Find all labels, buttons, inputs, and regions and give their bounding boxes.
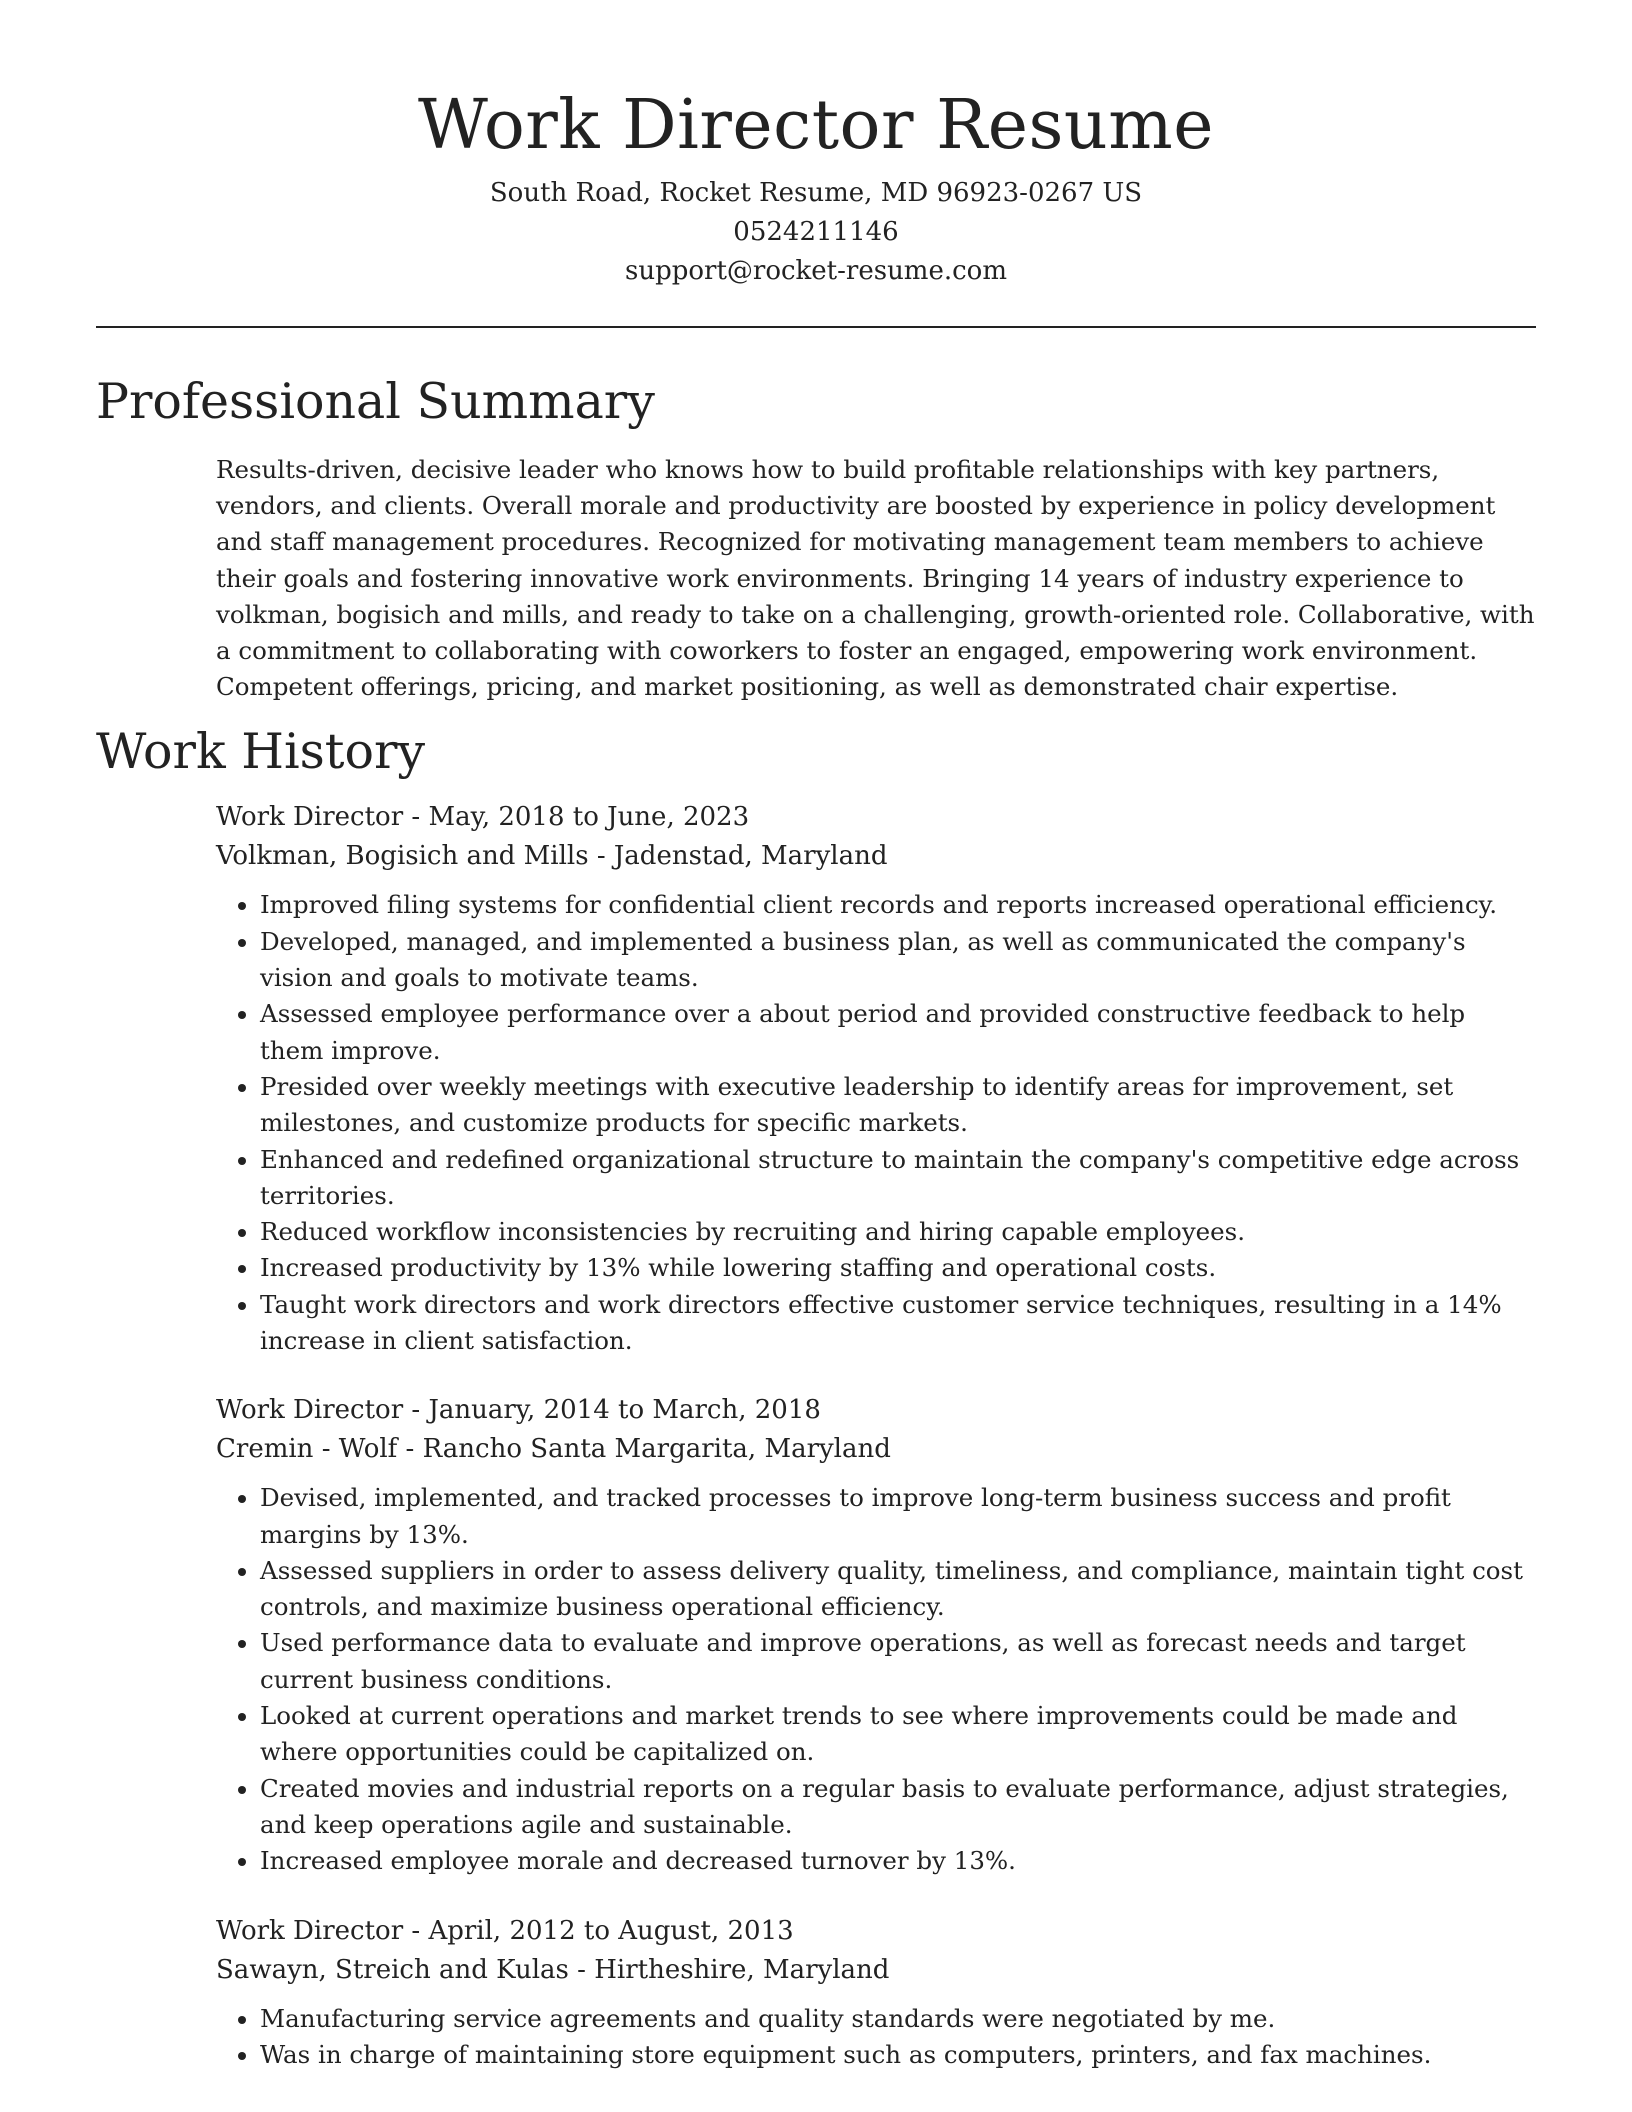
job-bullet: • Was in charge of maintaining store equipment such as computers, printers, and fax machines. — [260, 2037, 1536, 2073]
job-title-line — [216, 798, 1536, 837]
job-title-line — [216, 1912, 1536, 1951]
job-dates: - April, 2012 to August, 2013 — [403, 1915, 794, 1946]
job-bullet: • Manufacturing service agreements and quality standards were negotiated by me. — [260, 2001, 1536, 2037]
job-title: Work Director — [216, 1395, 404, 1426]
work-history-heading: Work History — [96, 723, 426, 781]
job-bullet: • Enhanced and redefined organizational structure to maintain the company's competitive edge across territories. — [260, 1142, 1536, 1215]
resume-page — [96, 0, 1536, 2073]
job-company-line — [216, 1951, 1536, 1990]
job-entry — [216, 1391, 1536, 1879]
resume-title: Work Director Resume — [418, 86, 1214, 165]
job-bullet: • Taught work directors and work directors effective customer service techniques, resulting in a 14% increase in client satisfaction. — [260, 1287, 1536, 1360]
contact-address: South Road, Rocket Resume, MD 96923-0267 US — [489, 178, 1143, 208]
job-bullet: • Reduced workflow inconsistencies by recruiting and hiring capable employees. — [260, 1214, 1536, 1250]
job-bullets — [216, 887, 1536, 1359]
job-company: Cremin - Wolf — [216, 1434, 398, 1465]
job-bullet: • Presided over weekly meetings with executive leadership to identify areas for improvement, set milestones, and customize products for specific markets. — [260, 1069, 1536, 1142]
job-bullet: • Increased employee morale and decreased turnover by 13%. — [260, 1843, 1536, 1879]
job-bullets — [216, 2001, 1536, 2074]
job-bullet: • Assessed suppliers in order to assess delivery quality, timeliness, and compliance, maintain tight cost controls, and maximize business operational efficiency. — [260, 1553, 1536, 1626]
job-company-line — [216, 1430, 1536, 1469]
job-company: Volkman, Bogisich and Mills — [216, 841, 589, 872]
job-bullet: • Assessed employee performance over a about period and provided constructive feedback to help them improve. — [260, 996, 1536, 1069]
job-bullet: • Used performance data to evaluate and improve operations, as well as forecast needs and target current business conditions. — [260, 1625, 1536, 1698]
job-bullet: • Looked at current operations and market trends to see where improvements could be made and where opportunities could be capitalized on. — [260, 1698, 1536, 1771]
job-location: - Jadenstad, Maryland — [588, 841, 888, 872]
job-title: Work Director — [216, 802, 404, 833]
job-bullet: • Developed, managed, and implemented a business plan, as well as communicated the company's vision and goals to motivate teams. — [260, 924, 1536, 997]
contact-phone: 0524211146 — [733, 217, 899, 247]
job-title: Work Director — [216, 1915, 404, 1946]
job-title-line — [216, 1391, 1536, 1430]
summary-heading: Professional Summary — [96, 373, 655, 430]
job-dates: - January, 2014 to March, 2018 — [403, 1395, 821, 1426]
job-bullet: • Improved filing systems for confidential client records and reports increased operational efficiency. — [260, 887, 1536, 923]
job-bullet: • Devised, implemented, and tracked processes to improve long-term business success and profit margins by 13%. — [260, 1480, 1536, 1553]
job-company: Sawayn, Streich and Kulas — [216, 1954, 569, 1985]
job-location: - Rancho Santa Margarita, Maryland — [397, 1434, 891, 1465]
contact-block — [96, 174, 1536, 291]
job-entry — [216, 1912, 1536, 2074]
job-company-line — [216, 837, 1536, 876]
contact-email: support@rocket-resume.com — [624, 256, 1007, 286]
job-bullet: • Increased productivity by 13% while lowering staffing and operational costs. — [260, 1250, 1536, 1286]
job-bullet: • Created movies and industrial reports on a regular basis to evaluate performance, adjust strategies, and keep operations agile and sustainable. — [260, 1771, 1536, 1844]
job-entry — [216, 798, 1536, 1359]
job-bullets — [216, 1480, 1536, 1879]
header-divider — [96, 326, 1536, 328]
job-location: - Hirtheshire, Maryland — [568, 1954, 890, 1985]
summary-text: Results-driven, decisive leader who knows how to build profitable relationships with key partners, vendors, and clients. Overall morale and productivity are boosted by experience in policy development and staff management procedures. Recognized for motivating management team members to achieve their goals and fostering innovative work environments. Bringing 14 years of industry experience to volkman, bogisich and mills, and ready to take on a challenging, growth-oriented role. Collaborative, with a commitment to collaborating with coworkers to foster an engaged, empowering work environment. Competent offerings, pricing, and market positioning, as well as demonstrated chair expertise. — [216, 455, 1535, 702]
job-dates: - May, 2018 to June, 2023 — [403, 802, 750, 833]
